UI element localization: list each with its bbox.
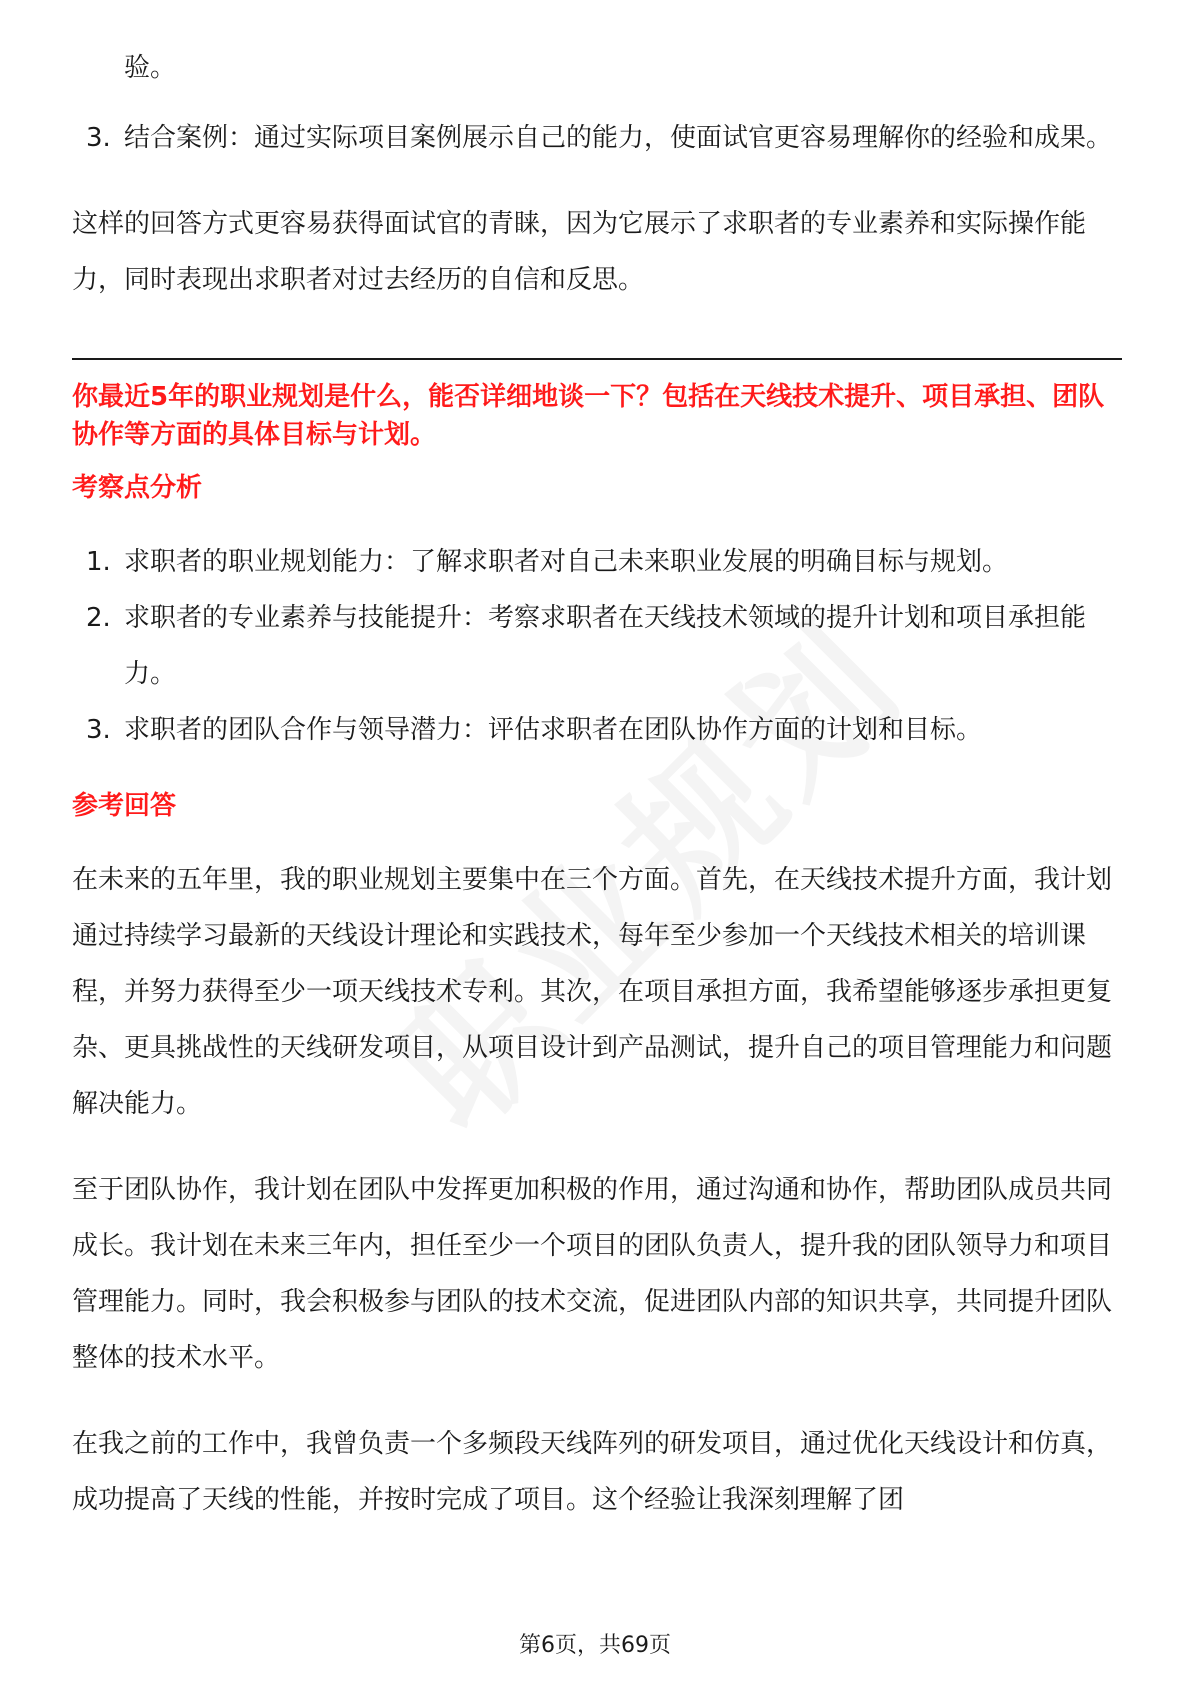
list-item-text: 求职者的职业规划能力：了解求职者对自己未来职业发展的明确目标与规划。 — [124, 547, 1009, 577]
list-item — [72, 590, 1122, 702]
answer-paragraph: 在未来的五年里，我的职业规划主要集中在三个方面。首先，在天线技术提升方面，我计划通过持续学习最新的天线设计理论和实践技术，每年至少参加一个天线技术相关的培训课程，并努力获得至少一项天线技术专利。其次，在项目承担方面，我希望能够逐步承担更复杂、更具挑战性的天线研发项目，从项目设计到产品测试，提升自己的项目管理能力和问题解决能力。 — [72, 865, 1113, 1119]
answer-paragraph: 至于团队协作，我计划在团队中发挥更加积极的作用，通过沟通和协作，帮助团队成员共同成长。我计划在未来三年内，担任至少一个项目的团队负责人，提升我的团队领导力和项目管理能力。同时，我会积极参与团队的技术交流，促进团队内部的知识共享，共同提升团队整体的技术水平。 — [72, 1175, 1113, 1373]
list-item-number: 2. — [86, 603, 111, 633]
list-item-number: 3. — [86, 715, 111, 745]
page-content — [72, 40, 1122, 1528]
list-item-number: 1. — [86, 547, 111, 577]
list-item-continuation: 验。 — [124, 53, 177, 83]
analysis-heading: 考察点分析 — [72, 473, 203, 503]
question-heading: 你最近5年的职业规划是什么，能否详细地谈一下？包括在天线技术提升、项目承担、团队协作等方面的具体目标与计划。 — [72, 382, 1105, 450]
list-item — [72, 534, 1122, 590]
list-item — [72, 702, 1122, 758]
answer-paragraph: 在我之前的工作中，我曾负责一个多频段天线阵列的研发项目，通过优化天线设计和仿真，成功提高了天线的性能，并按时完成了项目。这个经验让我深刻理解了团 — [72, 1429, 1113, 1515]
answer-heading: 参考回答 — [72, 791, 177, 821]
list-item-text: 求职者的团队合作与领导潜力：评估求职者在团队协作方面的计划和目标。 — [124, 715, 983, 745]
list-item-text: 求职者的专业素养与技能提升：考察求职者在天线技术领域的提升计划和项目承担能力。 — [124, 603, 1087, 689]
analysis-list — [72, 534, 1122, 758]
list-item-number: 3. — [86, 123, 111, 153]
list-item — [72, 110, 1122, 166]
section-divider — [72, 358, 1122, 360]
list-item-text: 结合案例：通过实际项目案例展示自己的能力，使面试官更容易理解你的经验和成果。 — [124, 123, 1113, 153]
page-number-footer: 第6页，共69页 — [519, 1633, 671, 1658]
summary-paragraph: 这样的回答方式更容易获得面试官的青睐，因为它展示了求职者的专业素养和实际操作能力，同时表现出求职者对过去经历的自信和反思。 — [72, 209, 1087, 295]
